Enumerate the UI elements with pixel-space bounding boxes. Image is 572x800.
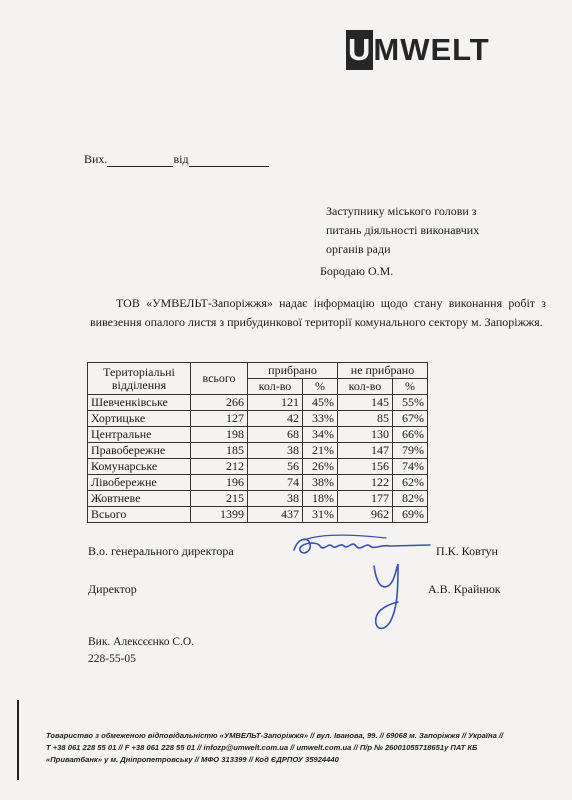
header-not-cleaned: не прибрано <box>338 363 428 379</box>
department-cell: Правобережне <box>88 443 191 459</box>
reference-line <box>84 152 269 167</box>
addressee-line: Заступнику міського голови з <box>326 204 477 218</box>
table-row-total <box>88 507 428 523</box>
header-not-cleaned-qty: кол-во <box>338 379 393 395</box>
not-cleaned-qty-cell: 85 <box>338 411 393 427</box>
letterhead-footer <box>46 730 546 766</box>
total-cell: 215 <box>191 491 248 507</box>
not-cleaned-pct-cell: 62% <box>393 475 428 491</box>
logo-rest: MWELT <box>373 32 490 67</box>
cleaned-qty-cell: 42 <box>248 411 303 427</box>
director-title: Директор <box>88 582 137 596</box>
not-cleaned-qty-cell: 147 <box>338 443 393 459</box>
header-cleaned-qty: кол-во <box>248 379 303 395</box>
addressee-name: Бородаю О.М. <box>320 264 394 278</box>
body-paragraph <box>90 294 546 332</box>
table-row <box>88 395 428 411</box>
header-total: всього <box>191 363 248 395</box>
cleaned-qty-cell: 121 <box>248 395 303 411</box>
department-cell: Всього <box>88 507 191 523</box>
not-cleaned-pct-cell: 66% <box>393 427 428 443</box>
not-cleaned-qty-cell: 177 <box>338 491 393 507</box>
not-cleaned-qty-cell: 130 <box>338 427 393 443</box>
date-blank <box>189 154 269 167</box>
not-cleaned-qty-cell: 122 <box>338 475 393 491</box>
company-logo <box>346 30 490 70</box>
not-cleaned-pct-cell: 79% <box>393 443 428 459</box>
not-cleaned-pct-cell: 74% <box>393 459 428 475</box>
footer-divider <box>17 700 19 780</box>
table-row <box>88 491 428 507</box>
not-cleaned-pct-cell: 55% <box>393 395 428 411</box>
director-name: А.В. Крайнюк <box>428 582 501 596</box>
not-cleaned-qty-cell: 156 <box>338 459 393 475</box>
cleanup-stats-table <box>87 362 428 523</box>
table-row <box>88 443 428 459</box>
table-row <box>88 459 428 475</box>
cleaned-pct-cell: 26% <box>303 459 338 475</box>
department-cell: Шевченківське <box>88 395 191 411</box>
outgoing-label: Вих. <box>84 152 108 166</box>
date-label: від <box>173 152 189 166</box>
cleaned-pct-cell: 21% <box>303 443 338 459</box>
not-cleaned-pct-cell: 69% <box>393 507 428 523</box>
department-cell: Жовтневе <box>88 491 191 507</box>
cleaned-qty-cell: 56 <box>248 459 303 475</box>
department-cell: Центральне <box>88 427 191 443</box>
department-cell: Комунарське <box>88 459 191 475</box>
total-cell: 1399 <box>191 507 248 523</box>
logo-letter: U <box>346 30 373 70</box>
cleaned-qty-cell: 68 <box>248 427 303 443</box>
not-cleaned-qty-cell: 962 <box>338 507 393 523</box>
cleaned-pct-cell: 18% <box>303 491 338 507</box>
not-cleaned-pct-cell: 82% <box>393 491 428 507</box>
footer-line: Товариство з обмеженою відповідальністю «УМВЕЛЬТ-Запоріжжя» // вул. Іванова, 99. // 69068 м. Запоріжжя // Україна // <box>46 731 504 740</box>
header-cleaned-pct: % <box>303 379 338 395</box>
cleaned-qty-cell: 38 <box>248 491 303 507</box>
addressee-block <box>326 202 479 259</box>
cleaned-pct-cell: 34% <box>303 427 338 443</box>
table-row <box>88 411 428 427</box>
addressee-line: питань діяльності виконавчих <box>326 223 480 237</box>
cleaned-pct-cell: 33% <box>303 411 338 427</box>
table-row <box>88 475 428 491</box>
not-cleaned-pct-cell: 67% <box>393 411 428 427</box>
not-cleaned-qty-cell: 145 <box>338 395 393 411</box>
total-cell: 127 <box>191 411 248 427</box>
outgoing-number-blank <box>107 154 173 167</box>
header-department: Територіальні відділення <box>88 363 191 395</box>
executor-name: Вик. Алексєєнко С.О. <box>88 636 195 648</box>
cleaned-qty-cell: 74 <box>248 475 303 491</box>
total-cell: 198 <box>191 427 248 443</box>
department-cell: Хортицьке <box>88 411 191 427</box>
cleaned-qty-cell: 437 <box>248 507 303 523</box>
cleaned-pct-cell: 31% <box>303 507 338 523</box>
total-cell: 185 <box>191 443 248 459</box>
addressee-line: органів ради <box>326 242 391 256</box>
department-cell: Лівобережне <box>88 475 191 491</box>
executor-phone: 228-55-05 <box>88 653 136 665</box>
total-cell: 266 <box>191 395 248 411</box>
director-signature <box>364 556 414 636</box>
cleaned-qty-cell: 38 <box>248 443 303 459</box>
footer-line: «Приватбанк» у м. Дніпропетровську // МФО 313399 // Код ЄДРПОУ 35924440 <box>46 755 339 764</box>
executor-block <box>88 634 194 668</box>
total-cell: 212 <box>191 459 248 475</box>
header-not-cleaned-pct: % <box>393 379 428 395</box>
header-cleaned: прибрано <box>248 363 338 379</box>
cleaned-pct-cell: 38% <box>303 475 338 491</box>
acting-director-title: В.о. генерального директора <box>88 544 234 558</box>
total-cell: 196 <box>191 475 248 491</box>
acting-director-name: П.К. Ковтун <box>436 544 498 558</box>
cleaned-pct-cell: 45% <box>303 395 338 411</box>
footer-line: T +38 061 228 55 01 // F +38 061 228 55 01 // infozp@umwelt.com.ua // umwelt.com.ua // П/р № 26001055718651у ПАТ КБ <box>46 743 478 752</box>
table-row <box>88 427 428 443</box>
body-text: ТОВ «УМВЕЛЬТ-Запоріжжя» надає інформацію щодо стану виконання робіт з вивезення опалого листя з прибудинкової території комунального сектору м. Запоріжжя. <box>90 296 546 329</box>
